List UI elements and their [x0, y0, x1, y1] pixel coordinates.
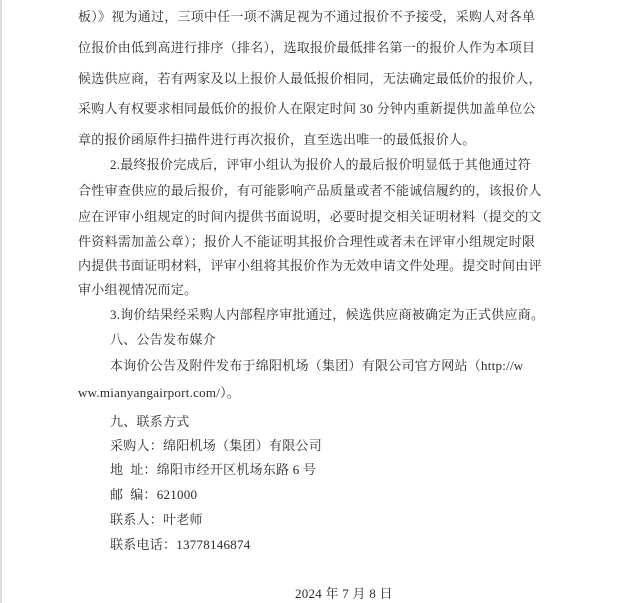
contact-phone-line: 联系电话：13778146874	[110, 537, 251, 552]
contact-postcode-line: 邮 编：621000	[110, 487, 198, 502]
body-text-line: 章的报价函原件扫描件进行再次报价，直至选出唯一的最低报价人。	[78, 132, 476, 147]
section-heading-contact: 九、联系方式	[110, 414, 190, 429]
body-text-line: 位报价由低到高进行排序（排名），选取报价最低排名第一的报价人作为本项目	[78, 40, 536, 55]
contact-person-line: 联系人：叶老师	[110, 512, 203, 527]
section-heading-media: 八、公告发布媒介	[110, 332, 217, 347]
page-edge-line	[0, 0, 2, 603]
body-text-line: 合性审查供应的最后报价，有可能影响产品质量或者不能诚信履约的，该报价人	[78, 183, 542, 198]
document-date: 2024 年 7 月 8 日	[295, 586, 393, 601]
body-text-line: 板）》视为通过，三项中任一项不满足视为不通过报价不予接受，采购人对各单	[78, 9, 536, 24]
body-text-line: 件资料需加盖公章）；报价人不能证明其报价合理性或者未在评审小组规定时限	[78, 234, 536, 249]
clause2-first-line: 2.最终报价完成后，评审小组认为报价人的最后报价明显低于其他通过符	[110, 157, 532, 172]
body-text-line: 审小组视情况而定。	[78, 282, 198, 297]
contact-address-line: 地 址：绵阳市经开区机场东路 6 号	[110, 462, 317, 477]
contact-buyer-line: 采购人：绵阳机场（集团）有限公司	[110, 438, 323, 453]
body-text-line: 内提供书面证明材料，评审小组将其报价作为无效申请文件处理。提交时间由评	[78, 258, 542, 273]
body-text-line: 应在评审小组规定的时间内提供书面说明，必要时提交相关证明材料（提交的文	[78, 209, 542, 224]
body-text-line: 候选供应商，若有两家及以上报价人最低报价相同，无法确定最低价的报价人，	[78, 71, 542, 86]
media-body-line: 本询价公告及附件发布于绵阳机场（集团）有限公司官方网站（http://w	[110, 358, 524, 373]
media-body-line-url: ww.mianyangairport.com/）。	[78, 385, 241, 400]
clause3-line: 3.询价结果经采购人内部程序审批通过，候选供应商被确定为正式供应商。	[110, 307, 545, 322]
body-text-line: 采购人有权要求相同最低价的报价人在限定时间 30 分钟内重新提供加盖单位公	[78, 101, 536, 116]
